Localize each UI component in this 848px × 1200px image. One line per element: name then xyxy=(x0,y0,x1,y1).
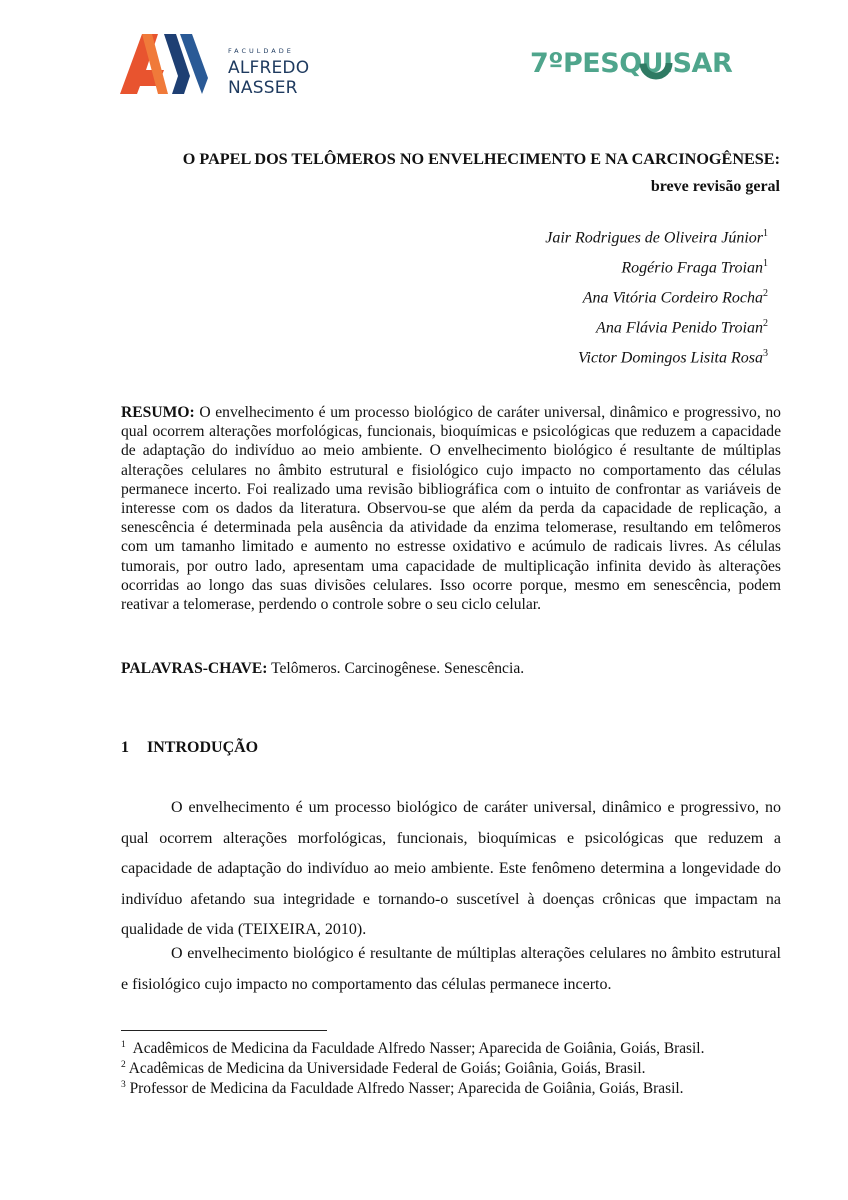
author-name: Jair Rodrigues de Oliveira Júnior xyxy=(545,229,763,247)
author-affiliation-mark: 2 xyxy=(763,318,768,329)
section-title: INTRODUÇÃO xyxy=(147,739,259,756)
footnote-separator xyxy=(121,1030,327,1031)
footnote-1 xyxy=(121,1037,781,1057)
footnote-text: Acadêmicos de Medicina da Faculdade Alfredo Nasser; Aparecida de Goiânia, Goiás, Brasil. xyxy=(132,1040,705,1058)
section-heading xyxy=(121,739,258,757)
magnifier-ring-icon xyxy=(636,44,676,84)
am-monogram-icon xyxy=(118,30,210,96)
body-paragraph-2: O envelhecimento biológico é resultante de múltiplas alterações celulares no âmbito estrutural e fisiológico cujo impacto no comportamento das células permanece incerto. xyxy=(121,945,781,993)
footnote-text: Professor de Medicina da Faculdade Alfredo Nasser; Aparecida de Goiânia, Goiás, Brasil. xyxy=(129,1080,684,1098)
author-name: Ana Vitória Cordeiro Rocha xyxy=(582,289,763,307)
author-3 xyxy=(583,288,768,307)
faculdade-alfredo-nasser-logo xyxy=(118,30,378,96)
author-name: Victor Domingos Lisita Rosa xyxy=(577,349,763,367)
author-2 xyxy=(621,258,768,277)
footnote-2 xyxy=(121,1057,781,1077)
footnote-mark: 3 xyxy=(121,1080,126,1091)
paper-subtitle: breve revisão geral xyxy=(650,178,780,195)
author-affiliation-mark: 1 xyxy=(763,258,768,269)
logo-big-text: ALFREDO NASSER xyxy=(228,58,310,98)
author-affiliation-mark: 3 xyxy=(763,348,768,359)
abstract-text: O envelhecimento é um processo biológico de caráter universal, dinâmico e progressivo, no qual ocorrem alterações morfológicas, funcionais, bioquímicas e psicológicas que reduzem a capacidade de adaptação do indivíduo ao meio ambiente. O envelhecimento biológico é resultante de múltiplas alterações celulares no âmbito estrutural e fisiológico cujo impacto no comportamento das células permanece incerto. Foi realizado uma revisão bibliográfica com o intuito de confrontar as variáveis de interesse com os dados da literatura. Observou-se que além da perda da capacidade de replicação, a senescência é determinada pela ausência da atividade da enzima telomerase, resultando em telômeros com um tamanho limitado e aumento no estresse oxidativo e acúmulo de radicais livres. As células tumorais, por outro lado, apresentam uma capacidade de multiplicação infinita devido às alterações ocorridas ao longo das suas divisões celulares. Isso ocorre porque, mesmo em senescência, podem reativar a telomerase, perdendo o controle sobre o seu ciclo celular. xyxy=(121,404,781,614)
paper-title: O PAPEL DOS TELÔMEROS NO ENVELHECIMENTO E NA CARCINOGÊNESE: xyxy=(182,150,780,168)
footnote-text: Acadêmicas de Medicina da Universidade Federal de Goiás; Goiânia, Goiás, Brasil. xyxy=(128,1060,646,1078)
pesquisar-logo xyxy=(530,40,760,96)
author-5 xyxy=(578,348,768,367)
author-name: Ana Flávia Penido Troian xyxy=(596,319,763,337)
pesquisar-logo-text: 7ºPESQUISAR xyxy=(530,48,733,79)
abstract-label: RESUMO: xyxy=(121,404,195,421)
author-affiliation-mark: 2 xyxy=(763,288,768,299)
logo-small-text: FACULDADE xyxy=(228,47,294,55)
footnotes xyxy=(121,1037,781,1097)
keywords xyxy=(121,660,781,678)
keywords-text: Telômeros. Carcinogênese. Senescência. xyxy=(271,660,525,677)
author-4 xyxy=(596,318,768,337)
author-affiliation-mark: 1 xyxy=(763,228,768,239)
footnote-3 xyxy=(121,1077,781,1097)
author-name: Rogério Fraga Troian xyxy=(621,259,763,277)
author-1 xyxy=(545,228,768,247)
keywords-label: PALAVRAS-CHAVE: xyxy=(121,660,268,677)
footnote-mark: 1 xyxy=(121,1040,126,1050)
section-number: 1 xyxy=(121,739,129,756)
body-paragraph-1: O envelhecimento é um processo biológico de caráter universal, dinâmico e progressivo, no qual ocorrem alterações morfológicas, funcionais, bioquímicas e psicológicas que reduzem a capacidade de adaptação do indivíduo ao meio ambiente. Este fenômeno determina a longevidade do indivíduo afetando sua integridade e tornando-o suscetível à doenças crônicas que impactam na qualidade de vida (TEIXEIRA, 2010). xyxy=(121,799,781,939)
footnote-mark: 2 xyxy=(121,1060,126,1071)
abstract xyxy=(121,403,781,614)
